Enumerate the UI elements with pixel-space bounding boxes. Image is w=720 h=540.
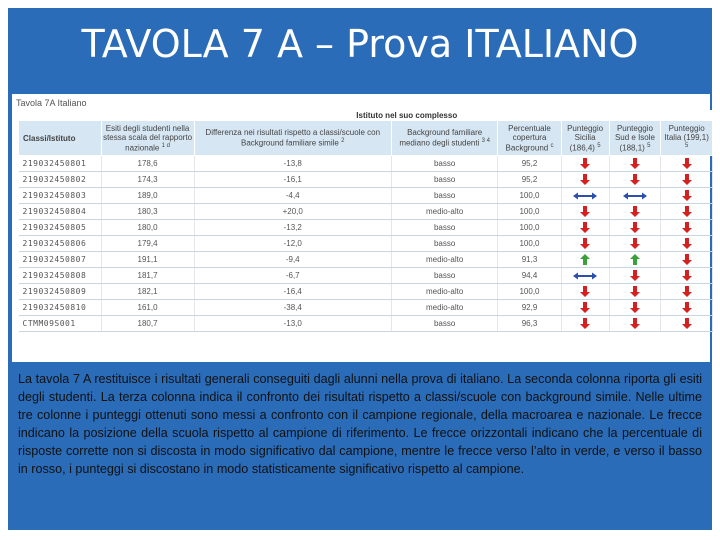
cell-id: 219032450801	[19, 156, 102, 172]
cell-esito: 191,1	[101, 252, 194, 268]
arrow-down-icon	[580, 302, 590, 313]
cell-perc: 96,3	[498, 316, 561, 332]
title-banner	[8, 8, 712, 94]
cell-bg: basso	[391, 268, 498, 284]
cell-id: 219032450802	[19, 172, 102, 188]
column-header: Esiti degli studenti nella stessa scala del rapporto nazionale $^{1 d}$	[101, 121, 194, 156]
arrow-down-icon	[630, 286, 640, 297]
cell-comparison-arrow	[661, 204, 713, 220]
arrow-horizontal-icon	[622, 192, 648, 200]
results-table	[18, 110, 713, 332]
column-header: Punteggio Italia (199,1) $^5$	[661, 121, 713, 156]
cell-perc: 100,0	[498, 204, 561, 220]
cell-perc: 100,0	[498, 284, 561, 300]
column-header: Punteggio Sud e Isole (188,1) $^5$	[609, 121, 661, 156]
description-box	[8, 362, 712, 530]
arrow-down-icon	[580, 222, 590, 233]
cell-comparison-arrow	[561, 236, 609, 252]
cell-comparison-arrow	[661, 172, 713, 188]
cell-comparison-arrow	[661, 252, 713, 268]
cell-diff: -4,4	[194, 188, 391, 204]
arrow-down-icon	[630, 270, 640, 281]
cell-comparison-arrow	[561, 316, 609, 332]
table-row	[19, 220, 713, 236]
cell-esito: 181,7	[101, 268, 194, 284]
cell-esito: 161,0	[101, 300, 194, 316]
header-note: 5	[647, 142, 651, 149]
table-row	[19, 236, 713, 252]
arrow-down-icon	[630, 158, 640, 169]
arrow-down-icon	[682, 254, 692, 265]
cell-comparison-arrow	[609, 188, 661, 204]
header-note: 1 d	[161, 142, 170, 149]
arrow-down-icon	[630, 222, 640, 233]
arrow-down-icon	[682, 238, 692, 249]
cell-comparison-arrow	[609, 284, 661, 300]
cell-comparison-arrow	[661, 220, 713, 236]
results-table-panel	[8, 94, 712, 362]
arrow-horizontal-icon	[572, 192, 598, 200]
cell-diff: -13,2	[194, 220, 391, 236]
column-header: Punteggio Sicilia (186,4) $^5$	[561, 121, 609, 156]
column-header: Background familiare mediano degli studenti $^{3 4}$	[391, 121, 498, 156]
arrow-down-icon	[630, 174, 640, 185]
slide-title: TAVOLA 7 A – Prova ITALIANO	[81, 22, 639, 66]
cell-comparison-arrow	[609, 316, 661, 332]
cell-perc: 91,3	[498, 252, 561, 268]
super-header-spacer	[19, 110, 102, 121]
cell-id: 219032450809	[19, 284, 102, 300]
arrow-horizontal-icon	[572, 272, 598, 280]
arrow-down-icon	[682, 318, 692, 329]
cell-bg: basso	[391, 156, 498, 172]
cell-comparison-arrow	[661, 188, 713, 204]
cell-id: 219032450806	[19, 236, 102, 252]
cell-comparison-arrow	[661, 300, 713, 316]
cell-esito: 182,1	[101, 284, 194, 300]
arrow-down-icon	[630, 318, 640, 329]
cell-comparison-arrow	[609, 268, 661, 284]
cell-bg: medio-alto	[391, 300, 498, 316]
table-row	[19, 284, 713, 300]
arrow-down-icon	[682, 190, 692, 201]
cell-diff: -9,4	[194, 252, 391, 268]
header-note: 3 4	[481, 138, 490, 145]
cell-esito: 180,0	[101, 220, 194, 236]
cell-comparison-arrow	[661, 284, 713, 300]
cell-bg: medio-alto	[391, 284, 498, 300]
table-caption: Tavola 7A Italiano	[16, 98, 87, 108]
cell-perc: 92,9	[498, 300, 561, 316]
arrow-up-icon	[630, 254, 640, 265]
cell-comparison-arrow	[561, 268, 609, 284]
cell-perc: 100,0	[498, 188, 561, 204]
arrow-down-icon	[580, 318, 590, 329]
table-row	[19, 172, 713, 188]
column-header: Classi/Istituto	[19, 121, 102, 156]
cell-comparison-arrow	[609, 172, 661, 188]
arrow-down-icon	[580, 238, 590, 249]
arrow-down-icon	[682, 302, 692, 313]
header-note: c	[550, 142, 554, 149]
cell-diff: -6,7	[194, 268, 391, 284]
arrow-down-icon	[580, 286, 590, 297]
cell-esito: 189,0	[101, 188, 194, 204]
table-row	[19, 268, 713, 284]
table-body	[19, 156, 713, 332]
cell-diff: +20,0	[194, 204, 391, 220]
cell-id: 219032450804	[19, 204, 102, 220]
cell-bg: basso	[391, 172, 498, 188]
cell-comparison-arrow	[609, 236, 661, 252]
column-header: Differenza nei risultati rispetto a classi/scuole con Background familiare simile $^2$	[194, 121, 391, 156]
cell-esito: 180,3	[101, 204, 194, 220]
arrow-down-icon	[682, 158, 692, 169]
arrow-down-icon	[580, 158, 590, 169]
cell-perc: 95,2	[498, 156, 561, 172]
arrow-down-icon	[580, 206, 590, 217]
arrow-down-icon	[630, 302, 640, 313]
cell-comparison-arrow	[661, 268, 713, 284]
cell-diff: -16,1	[194, 172, 391, 188]
cell-comparison-arrow	[561, 220, 609, 236]
cell-id: 219032450808	[19, 268, 102, 284]
cell-comparison-arrow	[561, 172, 609, 188]
cell-diff: -38,4	[194, 300, 391, 316]
cell-comparison-arrow	[609, 204, 661, 220]
cell-bg: medio-alto	[391, 204, 498, 220]
cell-id: 219032450807	[19, 252, 102, 268]
arrow-up-icon	[580, 254, 590, 265]
header-note: 5	[597, 142, 601, 149]
cell-diff: -13,0	[194, 316, 391, 332]
cell-comparison-arrow	[561, 156, 609, 172]
cell-comparison-arrow	[661, 156, 713, 172]
cell-perc: 94,4	[498, 268, 561, 284]
column-header: Percentuale copertura Background $^c$	[498, 121, 561, 156]
cell-comparison-arrow	[561, 252, 609, 268]
table-row	[19, 316, 713, 332]
cell-esito: 174,3	[101, 172, 194, 188]
cell-perc: 100,0	[498, 236, 561, 252]
cell-esito: 179,4	[101, 236, 194, 252]
arrow-down-icon	[682, 286, 692, 297]
cell-comparison-arrow	[609, 300, 661, 316]
arrow-down-icon	[682, 174, 692, 185]
table-row	[19, 300, 713, 316]
cell-id: CTMM09S001	[19, 316, 102, 332]
cell-comparison-arrow	[609, 252, 661, 268]
cell-diff: -13,8	[194, 156, 391, 172]
table-row	[19, 204, 713, 220]
arrow-down-icon	[630, 238, 640, 249]
cell-diff: -16,4	[194, 284, 391, 300]
cell-esito: 178,6	[101, 156, 194, 172]
cell-comparison-arrow	[609, 220, 661, 236]
cell-perc: 100,0	[498, 220, 561, 236]
table-row	[19, 252, 713, 268]
super-header: Istituto nel suo complesso	[101, 110, 713, 121]
cell-perc: 95,2	[498, 172, 561, 188]
header-note: 2	[341, 138, 345, 145]
cell-comparison-arrow	[561, 204, 609, 220]
arrow-down-icon	[682, 206, 692, 217]
cell-comparison-arrow	[661, 316, 713, 332]
description-text: La tavola 7 A restituisce i risultati generali conseguiti dagli alunni nella prova di italiano. La seconda colonna riporta gli esiti degli studenti. La terza colonna indica il confronto dei risultati rispetto a classi/scuole con background simile. Nelle ultime tre colonne i punteggi ottenuti sono messi a confronto con il campione regionale, della macroarea e nazionale. Le frecce indicano la posizione della scuola rispetto al campione di riferimento. Le frecce orizzontali indicano che la percentuale di risposte corrette non si discosta in modo significativo dal campione, mentre le frecce verso l’alto in verde, e verso il basso in rosso, i punteggi si discostano in modo statisticamente significativo rispetto al campione.	[18, 372, 702, 476]
cell-comparison-arrow	[661, 236, 713, 252]
cell-id: 219032450810	[19, 300, 102, 316]
cell-diff: -12,0	[194, 236, 391, 252]
cell-bg: basso	[391, 188, 498, 204]
cell-id: 219032450805	[19, 220, 102, 236]
cell-bg: basso	[391, 316, 498, 332]
arrow-down-icon	[630, 206, 640, 217]
table-row	[19, 156, 713, 172]
cell-id: 219032450803	[19, 188, 102, 204]
header-note: 5	[684, 142, 689, 149]
arrow-down-icon	[580, 174, 590, 185]
arrow-down-icon	[682, 270, 692, 281]
cell-comparison-arrow	[561, 284, 609, 300]
cell-bg: basso	[391, 236, 498, 252]
table-row	[19, 188, 713, 204]
cell-comparison-arrow	[561, 300, 609, 316]
cell-bg: medio-alto	[391, 252, 498, 268]
cell-bg: basso	[391, 220, 498, 236]
cell-comparison-arrow	[561, 188, 609, 204]
cell-comparison-arrow	[609, 156, 661, 172]
arrow-down-icon	[682, 222, 692, 233]
table-header-row	[19, 121, 713, 156]
cell-esito: 180,7	[101, 316, 194, 332]
